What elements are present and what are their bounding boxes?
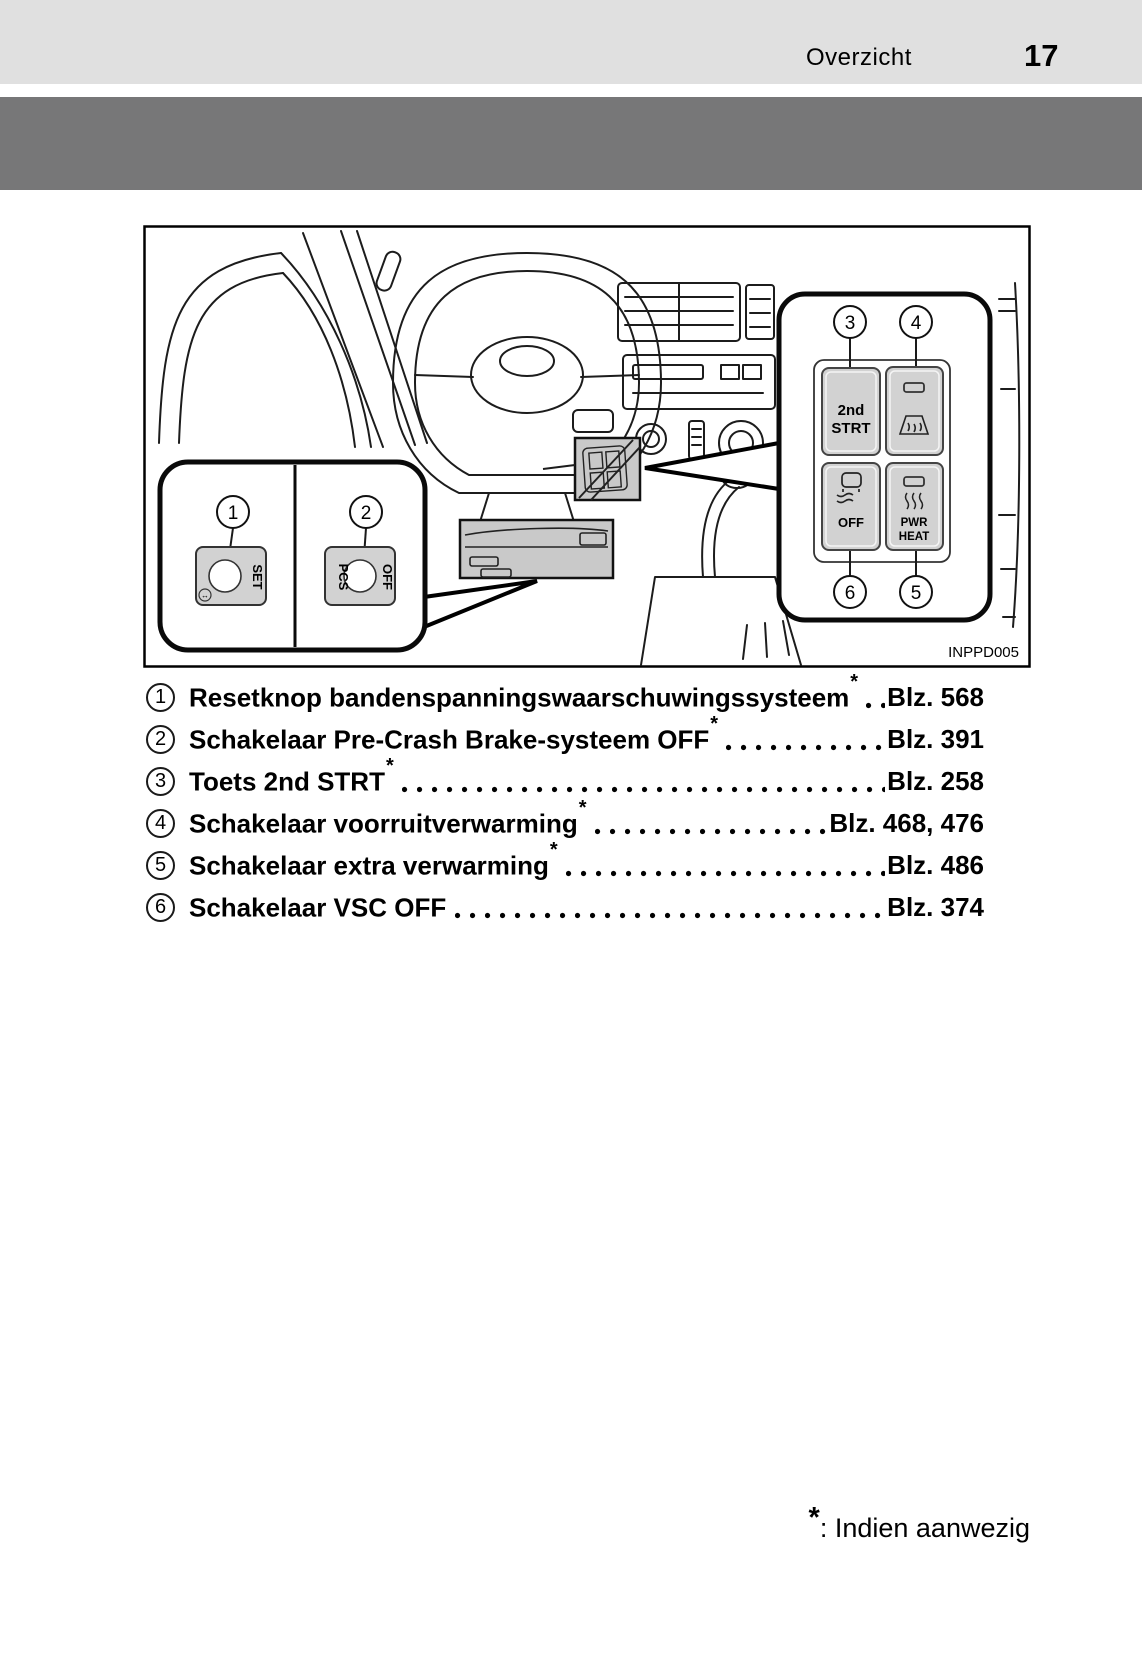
footnote-marker: * (549, 839, 558, 862)
tyre-arrows-glyph: ↔ (201, 591, 209, 600)
tyre-pressure-reset-button (196, 547, 266, 605)
pcs-label: PCS (336, 563, 351, 591)
section-title: Overzicht (806, 44, 912, 71)
pcs-off-label: OFF (380, 564, 395, 590)
page-reference: Blz. 486 (887, 849, 984, 880)
dot-leader (455, 912, 885, 919)
dashboard-illustration (143, 225, 1031, 668)
footnote-marker: * (385, 755, 394, 778)
vsc-off-label: OFF (838, 515, 864, 530)
dot-leader (726, 744, 885, 751)
page-reference: Blz. 258 (887, 765, 984, 796)
dot-leader (402, 786, 885, 793)
second-start-line1: 2nd (837, 402, 865, 419)
set-label: SET (250, 564, 265, 590)
callout-1-number: 1 (227, 503, 239, 524)
dot-leader (595, 828, 828, 835)
second-start-line2: STRT (831, 420, 871, 437)
callout-5-number: 5 (910, 583, 922, 604)
footnote-marker: * (850, 671, 859, 694)
callout-number: 2 (146, 725, 175, 754)
legend-item-1 (146, 671, 984, 718)
callout-3-number: 3 (844, 313, 856, 334)
legend-label: Resetknop bandenspanningswaarschuwingssysteem (189, 682, 850, 713)
page-reference: Blz. 391 (887, 723, 984, 754)
legend-label: Schakelaar Pre-Crash Brake-systeem OFF (189, 724, 710, 755)
page-number: 17 (1024, 38, 1059, 73)
legend-item-5 (146, 839, 984, 886)
right-callout-box (779, 294, 990, 620)
footnote-marker: * (710, 713, 719, 736)
legend-item-6 (146, 886, 984, 928)
callout-number: 3 (146, 767, 175, 796)
callout-number: 6 (146, 893, 175, 922)
legend-label: Schakelaar extra verwarming (189, 850, 549, 881)
callout-number: 5 (146, 851, 175, 880)
legend (146, 671, 984, 928)
legend-item-2 (146, 713, 984, 760)
footnote-asterisk: * (808, 1502, 820, 1534)
footnote-marker: * (578, 797, 587, 820)
page-reference: Blz. 468, 476 (829, 807, 984, 838)
dot-leader (566, 870, 886, 877)
reset-knob-icon (209, 560, 241, 592)
page-reference: Blz. 374 (887, 891, 984, 922)
callout-number: 4 (146, 809, 175, 838)
pcs-off-button (325, 547, 395, 605)
callout-6-number: 6 (844, 583, 856, 604)
legend-item-4 (146, 797, 984, 844)
legend-label: Schakelaar voorruitverwarming (189, 808, 578, 839)
footnote (809, 1502, 1030, 1544)
second-start-button (822, 368, 880, 455)
figure-code: INPPD005 (948, 644, 1019, 661)
callout-4-number: 4 (910, 313, 922, 334)
pwr-label: PWR (900, 517, 928, 529)
pwr-heat-button (886, 463, 943, 550)
heat-label: HEAT (898, 531, 930, 543)
page-reference: Blz. 568 (887, 681, 984, 712)
figure-box (143, 225, 1031, 668)
dot-leader (866, 702, 885, 709)
legend-label: Toets 2nd STRT (189, 766, 385, 797)
header-band (0, 0, 1142, 84)
footnote-text: : Indien aanwezig (819, 1513, 1030, 1543)
legend-label: Schakelaar VSC OFF (189, 892, 447, 923)
left-callout-box (160, 462, 425, 650)
callout-2-number: 2 (360, 503, 372, 524)
windshield-defrost-button (886, 367, 943, 455)
callout-number: 1 (146, 683, 175, 712)
chapter-band (0, 97, 1142, 190)
vsc-off-button (822, 463, 880, 550)
highlight-panel-lower (460, 520, 613, 578)
legend-item-3 (146, 755, 984, 802)
